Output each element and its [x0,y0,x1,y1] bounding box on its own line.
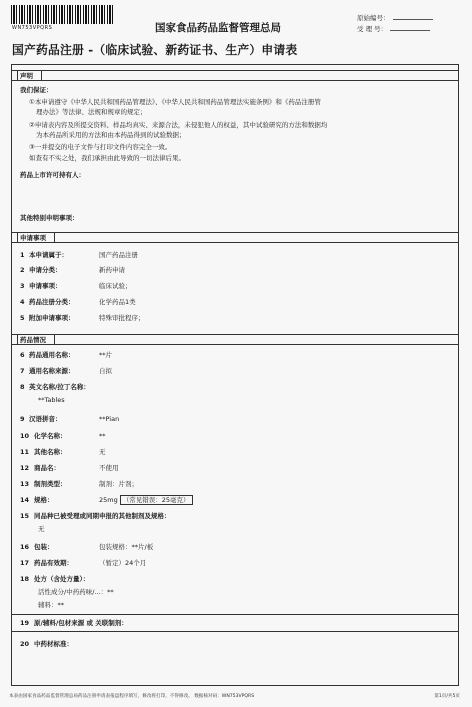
app-row-4-label: 药品注册分类： [29,298,75,306]
drug-row-11-value: 无 [99,448,106,456]
page-number: 第1页/共5页 [434,694,460,699]
drug-row-10-num: 10 [20,432,30,440]
accept-number-field[interactable] [390,30,430,31]
declaration-line-2: 理办法》等法律、法规和规章的规定； [36,108,147,116]
original-number-label: 原始编号： [357,14,390,22]
drug-row-13-label: 制剂类型： [34,480,67,488]
app-row-1-label: 本申请属于： [29,251,68,259]
drug-row-18-num: 18 [20,575,30,583]
drug-row-13-num: 13 [20,480,30,488]
app-row-2-num: 2 [20,266,25,274]
declaration-header [11,70,459,81]
drug-row-20-num: 20 [20,640,30,648]
footer-note: 本表由国家食品药品监督管理总局药品注册申请表报盘程序填写，修改将打印，不得修改。 数据核对码：WN753VPQRS [9,694,255,699]
holder-label: 药品上市许可持有人： [20,171,85,179]
drug-row-17-num: 17 [20,559,30,567]
app-row-5-num: 5 [20,314,25,322]
drug-row-6-value: **片 [99,351,112,359]
drug-row-15-num: 15 [20,512,30,520]
declaration-title: 声明 [17,71,42,81]
drug-row-11-num: 11 [20,448,30,456]
drug-row-13-value: 制剂：片剂； [99,480,138,488]
accept-number-label: 受 理 号： [357,25,388,33]
drug-row-8-num: 8 [20,383,25,391]
original-number-field[interactable] [393,19,433,20]
drug-row-8-value: **Tables [38,396,65,404]
app-row-2-value: 新药申请 [99,266,125,274]
declaration-line-4: 为本药品所采用的方法和由本药品得到的试验数据； [36,131,186,139]
drug-row-14-value-wrap [99,495,193,505]
drug-row-15-value: 无 [38,525,45,533]
drug-row-15-label: 同品种已被受理或同期申报的其他制剂及规格： [34,512,171,520]
drug-row-14-label: 规格： [34,496,54,504]
agency-name: 国家食品药品监督管理总局 [155,22,281,34]
drug-row-10-label: 化学名称： [34,432,67,440]
drug-row-8-label: 英文名称/拉丁名称： [29,383,90,391]
app-row-5-value: 特殊审批程序； [99,314,145,322]
drug-row-9-num: 9 [20,415,25,423]
app-row-2-label: 申请分类： [29,266,62,274]
barcode [11,5,115,24]
form-title: 国产药品注册 -（临床试验、新药证书、生产）申请表 [12,43,298,57]
declaration-line-1: ①本申请遵守《中华人民共和国药品管理法》、《中华人民共和国药品管理法实施条例》和《药品注册管 [29,98,321,106]
drug-row-18-excipient: 辅料：** [38,601,64,609]
drug-row-18-active: 活性成分/中药药味/...：** [38,588,114,596]
application-header [11,232,459,243]
drug-row-14-num: 14 [20,496,30,504]
drug-row-16-label: 包装： [34,543,54,551]
drug-row-17-label: 药品有效期： [34,559,73,567]
divider-20 [11,631,459,632]
drug-row-12-num: 12 [20,464,30,472]
accept-number [357,24,430,33]
declaration-line-6: 如查有不实之处，我们承担由此导致的一切法律后果。 [29,154,185,162]
drug-row-14-value: 25mg [99,496,118,504]
drug-row-20-label: 中药材标准： [34,640,73,648]
drug-row-10-value: ** [99,432,106,440]
drug-row-12-value: 不使用 [99,464,119,472]
app-row-4-num: 4 [20,298,25,306]
spec-error-note: （常见错误：25毫克） [120,495,193,505]
other-statement-label: 其他特别申明事项： [20,214,79,222]
app-row-3-label: 申请事项： [29,282,62,290]
drug-row-9-value: **Pian [99,415,120,423]
application-title: 申请事项 [17,233,55,243]
drug-row-9-label: 汉语拼音： [29,415,62,423]
drug-row-6-num: 6 [20,351,25,359]
barcode-text: WN753VPQRS [12,25,53,31]
app-row-3-value: 临床试验； [99,282,132,290]
app-row-3-num: 3 [20,282,25,290]
app-row-5-label: 附加申请事项： [29,314,75,322]
drug-title: 药品情况 [17,335,55,345]
divider-19 [11,614,459,615]
app-row-1-num: 1 [20,251,25,259]
drug-header [11,334,459,345]
drug-row-6-label: 药品通用名称： [29,351,75,359]
drug-row-12-label: 商品名： [34,464,60,472]
drug-row-17-value: （暂定）24个月 [99,559,147,567]
original-number [357,13,433,22]
drug-row-16-num: 16 [20,543,30,551]
guarantee-label: 我们保证： [20,86,53,94]
drug-row-19-num: 19 [20,619,30,627]
drug-row-18-label: 处方（含处方量）： [34,575,90,583]
drug-row-19-label: 原/辅料/包材来源 或 关联制剂： [34,619,128,627]
app-row-1-value: 国产药品注册 [99,251,138,259]
declaration-line-5: ③一并提交的电子文件与打印文件内容完全一致。 [29,143,172,151]
drug-row-7-value: 自拟 [99,367,112,375]
app-row-4-value: 化学药品1类 [99,298,136,306]
drug-row-16-value: 包装规格：**片/板 [99,543,154,551]
drug-row-11-label: 其他名称： [34,448,67,456]
drug-row-7-num: 7 [20,367,25,375]
declaration-line-3: ②申请表内容及所提交资料、样品均真实、来源合法，未侵犯他人的权益，其中试验研究的方法和数据均 [29,121,328,129]
drug-row-7-label: 通用名称来源： [29,367,75,375]
